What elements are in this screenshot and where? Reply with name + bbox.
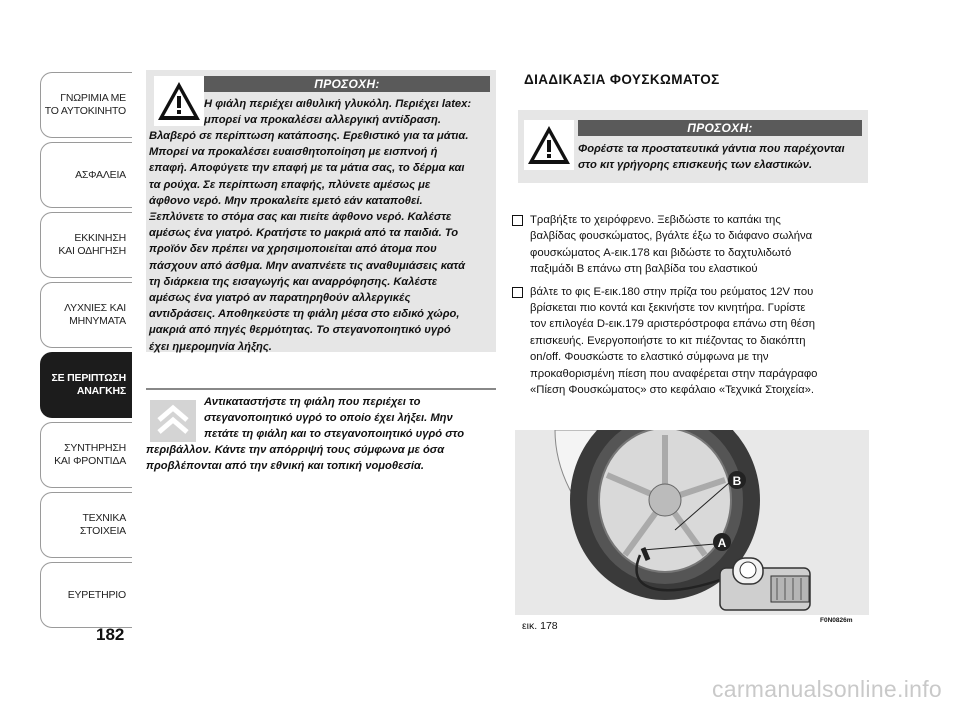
environment-note: [146, 388, 496, 472]
section-title: ΔΙΑΔΙΚΑΣΙΑ ΦΟΥΣΚΩΜΑΤΟΣ: [524, 72, 720, 87]
warning-header-right: ΠΡΟΣΟΧΗ:: [578, 120, 862, 136]
list-item: Τραβήξτε το χειρόφρενο. Ξεβιδώστε το καπάκι της βαλβίδας φουσκώματος, βγάλτε έξω το διάφανο σωλήνα φουσκώματος A-εικ.178 και βιδώστε το δαχτυλιδωτό παξιμάδι B επάνω στη βαλβίδα του ελαστικού: [510, 212, 870, 278]
figure-code: F0N0826m: [820, 617, 853, 624]
warning-box-right: [518, 110, 868, 183]
warning-text-right: Φορέστε τα προστατευτικά γάντια που παρέχονται στο κιτ γρήγορης επισκευής των ελαστικών.: [578, 143, 845, 172]
warning-header-left: ΠΡΟΣΟΧΗ:: [204, 76, 490, 92]
figure-caption: εικ. 178: [522, 620, 558, 632]
figure-178: [515, 430, 869, 615]
tyre-inflation-illustration: [515, 430, 869, 615]
tab-maintenance[interactable]: ΣΥΝΤΗΡΗΣΗ ΚΑΙ ΦΡΟΝΤΙΔΑ: [40, 422, 132, 488]
tab-index[interactable]: ΕΥΡΕΤΗΡΙΟ: [40, 562, 132, 628]
figure-label-a: A: [717, 536, 727, 550]
environment-text-bottom: περιβάλλον. Κάντε την απόρριψή τους σύμφωνα με όσα προβλέπονται από την εθνική και τοπική νομοθεσία.: [146, 444, 445, 472]
list-item: βάλτε το φις E-εικ.180 στην πρίζα του ρεύματος 12V που βρίσκεται πιο κοντά και ξεκινήστε τον κινητήρα. Γυρίστε τον επιλογέα D-εικ.179 αριστερόστροφα επάνω στη θέση επισκευής. Ενεργοποιήστε το κιτ πιέζοντας το διακόπτη on/off. Φουσκώστε το ελαστικό σύμφωνα με την προκαθορισμένη πίεση που αναφέρεται στην παράγραφο «Πίεση Φουσκώματος» στο κεφάλαιο «Τεχνικά Στοιχεία».: [510, 284, 870, 399]
warning-triangle-icon: [524, 120, 574, 170]
page-number: 182: [96, 625, 125, 644]
warning-triangle-icon: [154, 76, 204, 126]
tab-starting-driving[interactable]: ΕΚΚΙΝΗΣΗ ΚΑΙ ΟΔΗΓΗΣΗ: [40, 212, 132, 278]
watermark: carmanualsonline.info: [711, 676, 942, 702]
tab-getting-to-know[interactable]: ΓΝΩΡΙΜΙΑ ΜΕ ΤΟ ΑΥΤΟΚΙΝΗΤΟ: [40, 72, 132, 138]
warning-box-left: [146, 70, 496, 352]
environment-text-top: Αντικαταστήστε τη φιάλη που περιέχει το στεγανοποιητικό υγρό το οποίο έχει λήξει. Μην πετάτε τη φιάλη και το στεγανοποιητικό υγρό στο: [204, 396, 465, 440]
chapter-tabs: [40, 72, 132, 632]
figure-label-b: B: [732, 474, 742, 488]
divider: [146, 388, 496, 390]
warning-text-body: Βλαβερό σε περίπτωση κατάποσης. Ερεθιστικό για τα μάτια. Μπορεί να προκαλέσει ευαισθητοποίηση με εισπνοή ή επαφή. Αποφύγετε την επαφή με τα μάτια σας, το δέρμα και τα ρούχα. Σε περίπτωση επαφής, πλύνετε αμέσως με άφθονο νερό. Μην προκαλείτε εμετό εάν καταποθεί. Ξεπλύνετε το στόμα σας και πιείτε άφθονο νερό. Καλέστε αμέσως ένα γιατρό. Κρατήστε το μακριά από τα παιδιά. Το προϊόν δεν πρέπει να χρησιμοποιείται από άτομα που πάσχουν από άσθμα. Μην αναπνέετε τις αναθυμιάσεις κατά τη διάρκεια της εισαγωγής και αναρρόφησης. Καλέστε αμέσως ένα γιατρό αν παρατηρηθούν αλλεργικές αντιδράσεις. Αποθηκεύστε τη φιάλη μέσα στο ειδικό χώρο, μακριά από πηγές θερμότητας. Το στεγανοποιητικό υγρό έχει ημερομηνία λήξης.: [149, 130, 469, 353]
tab-technical-data[interactable]: ΤΕΧΝΙΚΑ ΣΤΟΙΧΕΙΑ: [40, 492, 132, 558]
checkbox-bullet-icon: [512, 287, 523, 298]
checkbox-bullet-icon: [512, 215, 523, 226]
warning-text-top: Η φιάλη περιέχει αιθυλική γλυκόλη. Περιέχει latex: μπορεί να προκαλέσει αλλεργική αντίδραση.: [204, 98, 472, 127]
tab-safety[interactable]: ΑΣΦΑΛΕΙΑ: [40, 142, 132, 208]
tab-emergency[interactable]: ΣΕ ΠΕΡΙΠΤΩΣΗ ΑΝΑΓΚΗΣ: [40, 352, 132, 418]
tab-lights-messages[interactable]: ΛΥΧΝΙΕΣ ΚΑΙ ΜΗΝΥΜΑΤΑ: [40, 282, 132, 348]
procedure-steps: [510, 212, 870, 404]
recycle-chevron-icon: [150, 400, 196, 442]
